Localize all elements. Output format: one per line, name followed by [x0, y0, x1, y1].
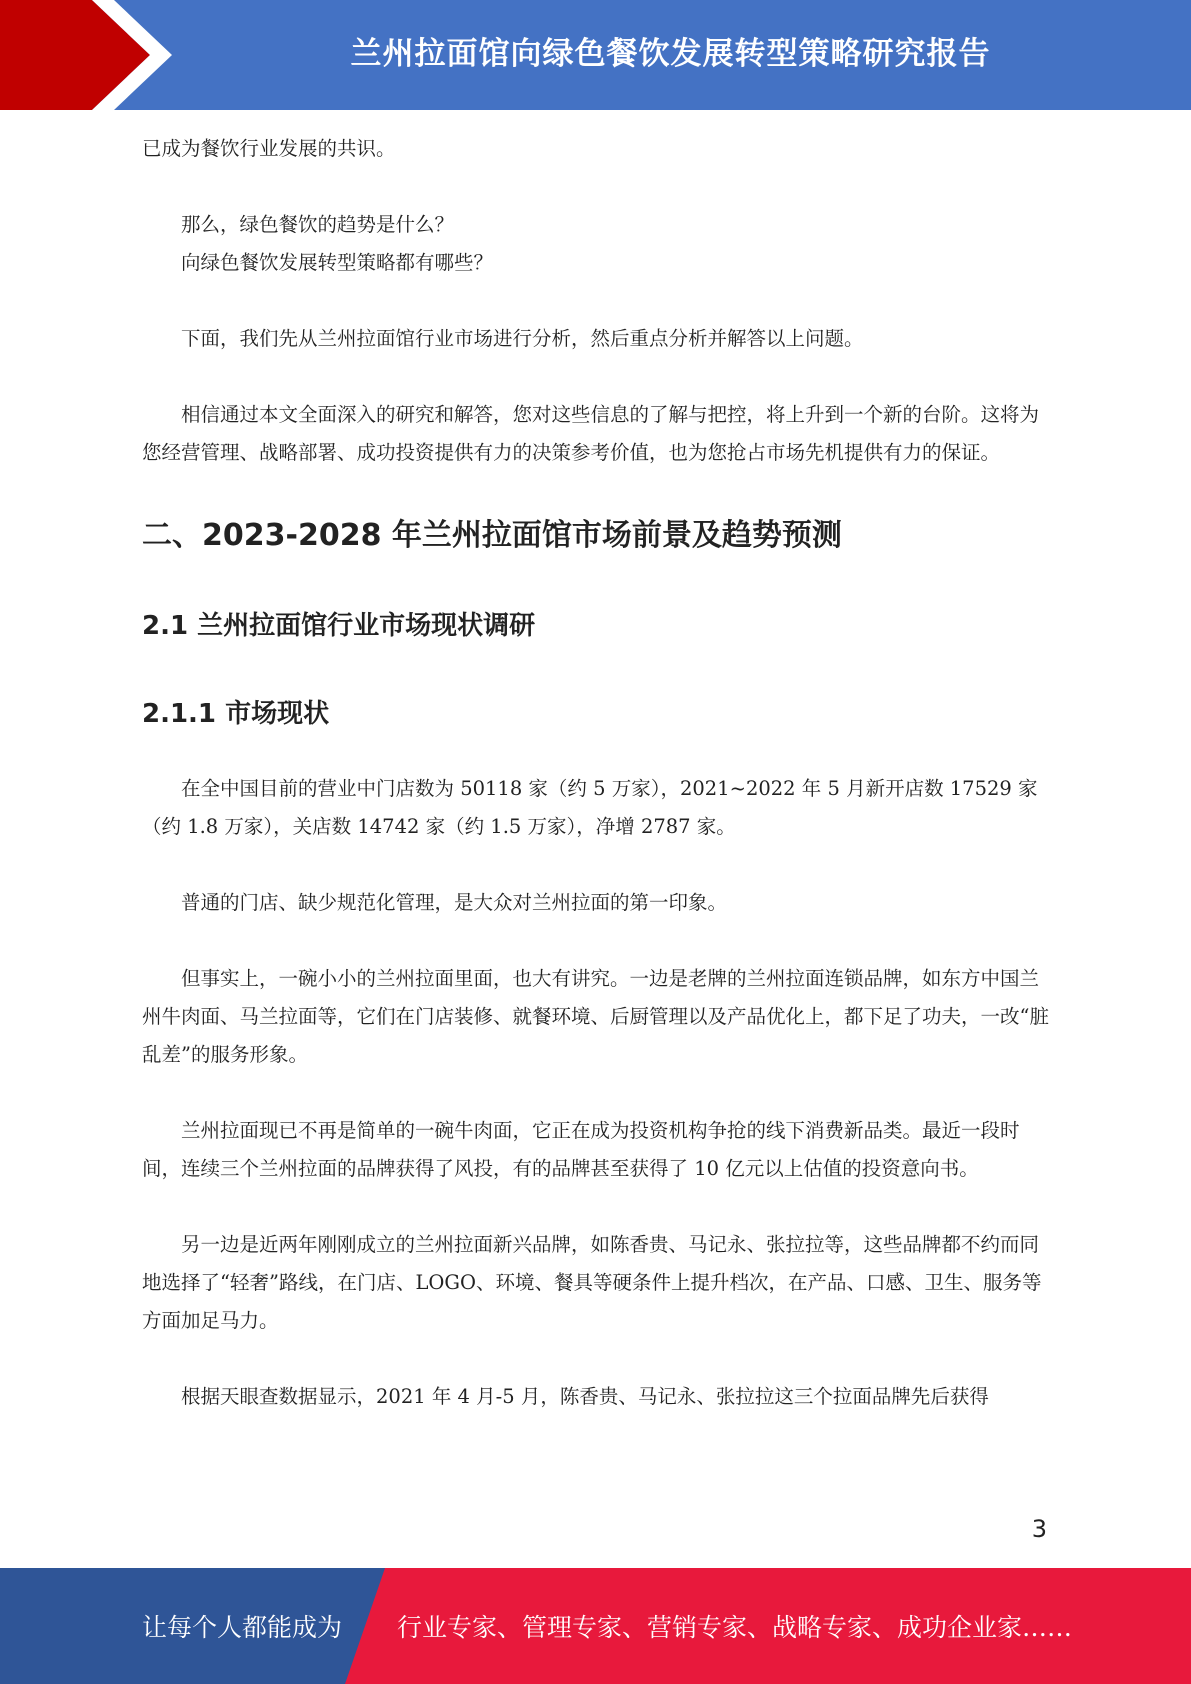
paragraph-body-0: 在全中国目前的营业中门店数为 50118 家（约 5 万家），2021~2022 年 5 月新开店数 17529 家（约 1.8 万家），关店数 14742 家（约 1.5 万家），净增 2787 家。 [142, 777, 1038, 838]
footer-slogan-right: 行业专家、管理专家、营销专家、战略专家、成功企业家…… [397, 1613, 1073, 1642]
paragraph-body-1: 普通的门店、缺少规范化管理，是大众对兰州拉面的第一印象。 [181, 891, 728, 914]
document-body [142, 130, 1052, 1416]
subsection-heading: 2.1 兰州拉面馆行业市场现状调研 [142, 611, 536, 641]
paragraph-intro-0: 已成为餐饮行业发展的共识。 [142, 137, 396, 160]
page-number: 3 [1031, 1515, 1047, 1543]
paragraph-body-4: 另一边是近两年刚刚成立的兰州拉面新兴品牌，如陈香贵、马记永、张拉拉等，这些品牌都不约而同地选择了“轻奢”路线，在门店、LOGO、环境、餐具等硬条件上提升档次，在产品、口感、卫生、服务等方面加足马力。 [142, 1233, 1042, 1332]
page-header [0, 0, 1191, 110]
paragraph-intro-4: 相信通过本文全面深入的研究和解答，您对这些信息的了解与把控，将上升到一个新的台阶。这将为您经营管理、战略部署、成功投资提供有力的决策参考价值，也为您抢占市场先机提供有力的保证。 [142, 403, 1040, 464]
page-footer [0, 1568, 1191, 1684]
section-heading: 二、2023-2028 年兰州拉面馆市场前景及趋势预测 [142, 518, 842, 553]
paragraph-body-3: 兰州拉面现已不再是简单的一碗牛肉面，它正在成为投资机构争抢的线下消费新品类。最近一段时间，连续三个兰州拉面的品牌获得了风投，有的品牌甚至获得了 10 亿元以上估值的投资意向书。 [142, 1119, 1020, 1180]
footer-slogan-left: 让每个人都能成为 [142, 1613, 343, 1642]
subsubsection-heading: 2.1.1 市场现状 [142, 699, 330, 729]
header-title: 兰州拉面馆向绿色餐饮发展转型策略研究报告 [350, 35, 991, 72]
paragraph-intro-2: 向绿色餐饮发展转型策略都有哪些？ [181, 251, 494, 274]
paragraph-intro-1: 那么，绿色餐饮的趋势是什么？ [181, 213, 455, 236]
paragraph-body-5: 根据天眼查数据显示，2021 年 4 月-5 月，陈香贵、马记永、张拉拉这三个拉面品牌先后获得 [181, 1385, 989, 1408]
paragraph-body-2: 但事实上，一碗小小的兰州拉面里面，也大有讲究。一边是老牌的兰州拉面连锁品牌，如东方中国兰州牛肉面、马兰拉面等，它们在门店装修、就餐环境、后厨管理以及产品优化上，都下足了功夫，一改“脏乱差”的服务形象。 [142, 967, 1049, 1066]
paragraph-intro-3: 下面，我们先从兰州拉面馆行业市场进行分析，然后重点分析并解答以上问题。 [181, 327, 864, 350]
